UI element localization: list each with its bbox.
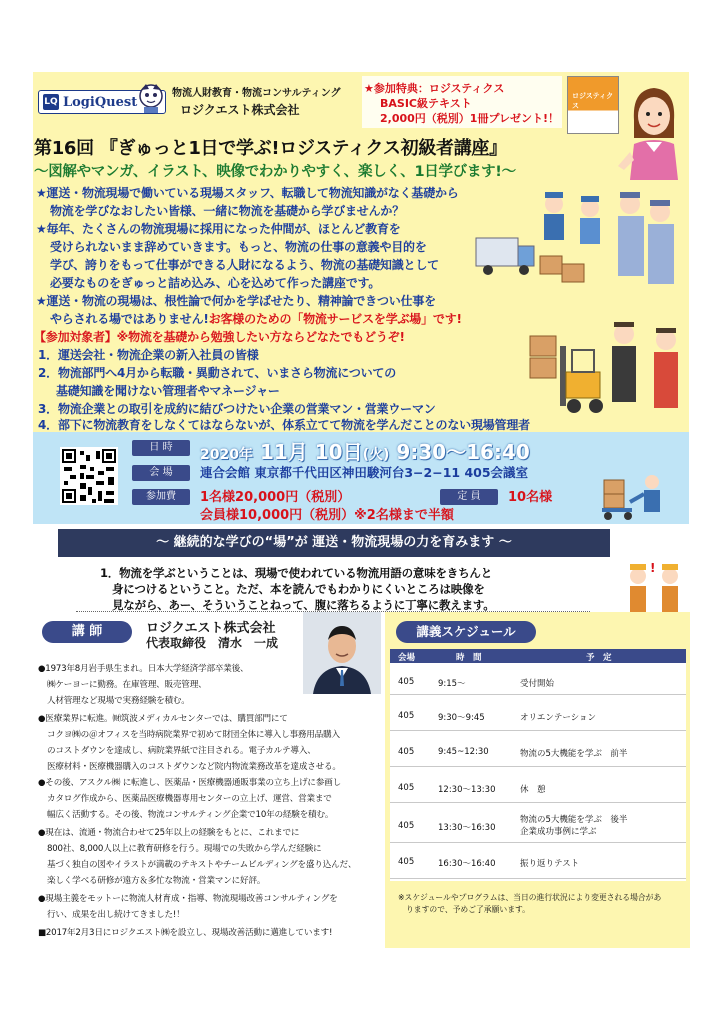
lecturer-name: 代表取締役 清水 一成	[146, 636, 279, 650]
lecturer-photo	[303, 612, 381, 694]
schedule-plan: 物流の5大機能を学ぶ 後半	[520, 815, 628, 825]
bio-line: ●医療業界に転進。㈶筑波メディカルセンターでは、購買部門にて	[38, 714, 288, 724]
schedule-time: 16:30〜16:40	[438, 859, 496, 869]
schedule-room: 405	[398, 747, 415, 757]
cart-worker-illustration	[600, 472, 676, 522]
capacity-label: 定 員	[440, 489, 498, 505]
schedule-row	[390, 803, 686, 843]
bio-line: 行い、成果を出し続けてきました!！	[47, 910, 185, 920]
description-highlight: お客様のための「物流サービスを学ぶ場」です!	[208, 312, 462, 326]
schedule-row	[390, 663, 686, 695]
book-label: ロジスティクス	[572, 92, 614, 110]
target-item: 1．運送会社・物流企業の新入社員の皆様	[38, 348, 259, 362]
date-weekday: (火)	[362, 447, 390, 463]
bio-line: ■2017年2月3日にロジクエスト㈱を設立し、現場改善活動に邁進しています!	[38, 928, 333, 938]
bio-line: 医療材料・医療機器購入のコストダウンなど院内物流業務改革を達成させる。	[47, 762, 341, 772]
bio-line: ㈱ケーヨーに勤務。在庫管理、販売管理、	[47, 680, 207, 690]
schedule-room: 405	[398, 821, 415, 831]
schedule-time: 13:30〜16:30	[438, 823, 496, 833]
schedule-time: 12:30〜13:30	[438, 785, 496, 795]
schedule-note: りますので、予めご了承願います。	[406, 905, 530, 914]
tagline-banner: 〜 継続的な学びの“場”が 運送・物流現場の力を育みます 〜	[58, 529, 610, 557]
schedule-row	[390, 767, 686, 803]
description-line: ★運送・物流現場で働いている現場スタッフ、転職して物流知識がなく基礎から	[36, 186, 459, 200]
schedule-plan: 振り返りテスト	[520, 859, 580, 869]
workers-alert-illustration	[620, 560, 690, 614]
lecturer-tag: 講 師	[42, 621, 132, 643]
schedule-header-plan: 予 定	[586, 653, 612, 663]
capacity-value: 10名様	[508, 490, 553, 505]
schedule-room: 405	[398, 783, 415, 793]
venue-label: 会 場	[132, 465, 190, 481]
schedule-plan: 物流の5大機能を学ぶ 前半	[520, 749, 628, 759]
schedule-header-row	[390, 649, 686, 663]
target-item: 基礎知識を聞けない管理者やマネージャー	[56, 384, 280, 398]
date-time: 9:30〜16:40	[396, 440, 530, 464]
textbook-image	[567, 76, 619, 134]
schedule-tag: 講義スケジュール	[396, 621, 536, 643]
fee-member: 会員様10,000円（税別）※2名様まで半額	[200, 508, 454, 523]
schedule-room: 405	[398, 711, 415, 721]
event-subtitle: 〜図解やマンガ、イラスト、映像でわかりやすく、楽しく、1日学びます!〜	[34, 164, 516, 180]
logo-mark: LQ	[43, 94, 59, 110]
schedule-plan: オリエンテーション	[520, 713, 596, 723]
bio-line: カタログ作成から、医薬品医療機器専用センターの立上げ、運営、営業まで	[47, 794, 332, 804]
fee-general: 1名様20,000円（税別）	[200, 490, 351, 505]
schedule-room: 405	[398, 677, 415, 687]
bio-line: ●現場主義をモットーに物流人材育成・指導、物流現場改善コンサルティングを	[38, 894, 338, 904]
schedule-plan: 休 憩	[520, 785, 546, 795]
schedule-time: 9:30〜9:45	[438, 713, 485, 723]
date-label: 日 時	[132, 440, 190, 456]
woman-guide-illustration	[616, 80, 692, 180]
description-line: 物流を学びなおしたい皆様、一緒に物流を基礎から学びませんか？	[50, 204, 405, 218]
schedule-header-room: 会場	[398, 653, 416, 663]
logo-text: LogiQuest	[63, 94, 138, 110]
bio-line: 基づく独自の図やイラストが満載のテキストやチームビルディングを盛り込んだ、	[47, 860, 357, 870]
schedule-room: 405	[398, 857, 415, 867]
gift-box	[362, 76, 562, 128]
intro-line: 1．物流を学ぶということは、現場で使われている物流用語の意味をきちんと	[100, 566, 492, 580]
date-year: 2020年	[200, 447, 253, 463]
bio-line: のコストダウンを達成し、病院業界紙で注目される。電子カルテ導入、	[47, 746, 316, 756]
lecturer-company: ロジクエスト株式会社	[146, 621, 276, 636]
description-line: ★毎年、たくさんの物流現場に採用になった仲間が、ほとんど教育を	[36, 222, 401, 236]
bio-line: コクヨ㈱の＠オフィスを当時病院業界で初めて財団全体に導入し事務用品購入	[47, 730, 340, 740]
qr-code-icon[interactable]	[60, 447, 118, 505]
schedule-time: 9:45~12:30	[438, 747, 489, 757]
gift-line-3: 2,000円（税別）1冊プレゼント!！	[380, 112, 560, 125]
description-line: ★運送・物流の現場は、根性論で何かを学ばせたり、精神論できつい仕事を	[36, 294, 436, 308]
target-item: 4．部下に物流教育をしなくてはならないが、体系立てて物流を学んだことのない現場管理者	[38, 418, 530, 432]
event-title: 第16回 『ぎゅっと1日で学ぶ!ロジスティクス初級者講座』	[34, 138, 507, 159]
gift-line-1: ★参加特典：ロジスティクス	[364, 82, 505, 95]
bio-line: ●1973年8月岩手県生まれ。日本大学経済学部卒業後、	[38, 664, 249, 674]
workers-truck-illustration	[470, 186, 680, 306]
schedule-time: 9:15〜	[438, 679, 466, 689]
target-heading: 【参加対象者】※物流を基礎から勉強したい方ならどなたでもどうぞ!	[34, 330, 405, 344]
schedule-note: ※スケジュールやプログラムは、当日の進行状況により変更される場合があ	[398, 893, 662, 902]
bio-line: ●その後、アスクル㈱ に転進し、医薬品・医療機器通販事業の立ち上げに参画し	[38, 778, 342, 788]
bio-line: 800社、8,000人以上に教育研修を行う。現場での失敗から学んだ経験に	[47, 844, 322, 854]
bio-line: ●現在は、流通・物流合わせて25年以上の経験をもとに、これまでに	[38, 828, 300, 838]
company-tagline: 物流人財教育・物流コンサルティング	[172, 88, 341, 99]
schedule-table	[390, 649, 686, 881]
event-venue: 連合会館 東京都千代田区神田駿河台3−2−11 405会議室	[200, 465, 529, 480]
target-item: 2．物流部門へ4月から転職・異動されて、いまさら物流についての	[38, 366, 397, 380]
description-line: 学び、誇りをもって仕事ができる人財になるよう、物流の基礎知識として	[50, 258, 439, 272]
bio-line: 楽しく学べる研修が遠方＆多忙な物流・営業マンに好評。	[47, 876, 266, 886]
company-name: ロジクエスト株式会社	[180, 103, 300, 117]
schedule-plan-extra: 企業成功事例に学ぶ	[520, 827, 597, 837]
description-line	[50, 310, 462, 327]
forklift-managers-illustration	[520, 316, 688, 424]
date-month-day: 11月 10日	[259, 440, 363, 464]
schedule-row	[390, 843, 686, 879]
schedule-header-time: 時 間	[456, 653, 482, 663]
intro-line: 見ながら、あー、そういうことねって、腹に落ちるように丁寧に教えます。	[112, 598, 495, 612]
fee-label: 参加費	[132, 489, 190, 505]
description-line: 受けられないまま辞めていきます。もっと、物流の仕事の意義や目的を	[50, 240, 427, 254]
schedule-row	[390, 731, 686, 767]
mascot-icon	[136, 82, 166, 114]
schedule-row	[390, 695, 686, 731]
schedule-plan: 受付開始	[520, 679, 555, 689]
description-line: 必要なものをぎゅっと詰め込み、心を込めて作った講座です。	[50, 276, 381, 290]
svg-text:!: !	[650, 561, 656, 575]
description-line-part: やらされる場ではありません!	[50, 312, 209, 326]
target-item: 3．物流企業との取引を成約に結びつけたい企業の営業マン・営業ウーマン	[38, 402, 436, 416]
event-date	[200, 436, 530, 465]
intro-line: 身につけるということ。ただ、本を読んでもわかりにくいところは映像を	[112, 582, 485, 596]
bio-line: 人材管理など現場で実務経験を積む。	[47, 696, 190, 706]
bio-line: 幅広く活動する。その後、物流コンサルティング企業で10年の経験を積む。	[47, 810, 334, 820]
gift-line-2: BASIC級テキスト	[380, 97, 472, 110]
